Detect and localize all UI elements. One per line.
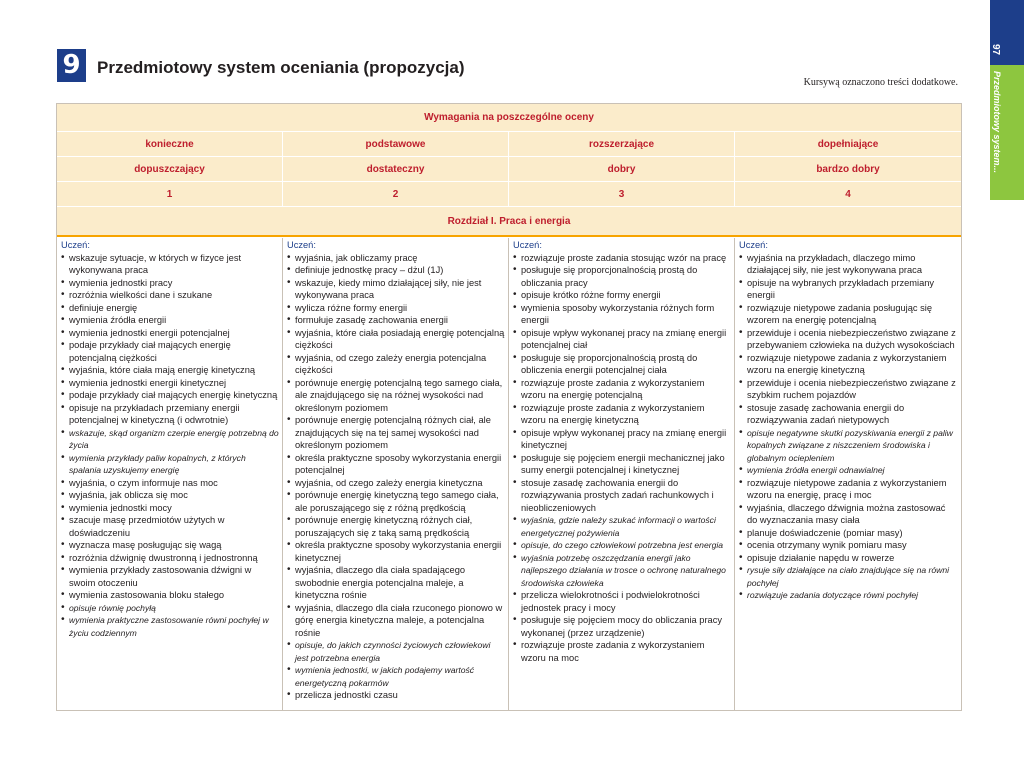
requirement-item: • wylicza różne formy energii	[287, 302, 505, 315]
requirement-item: • opisuje krótko różne formy energii	[513, 289, 731, 302]
requirement-item: • rozróżnia dźwignię dwustronną i jednostronną	[61, 552, 279, 565]
requirements-list	[739, 252, 958, 602]
requirement-item: • wymienia jednostki energii potencjalnej	[61, 327, 279, 340]
column-intro: Uczeń:	[513, 240, 542, 250]
requirement-item: • posługuje się proporcjonalnością prostą do obliczenia energii potencjalnej ciała	[513, 352, 731, 377]
requirements-list	[61, 252, 279, 640]
requirement-item: • porównuje energię kinetyczną tego samego ciała, ale poruszającego się z różną prędkością	[287, 489, 505, 514]
requirement-item: • rozróżnia wielkości dane i szukane	[61, 289, 279, 302]
page-title: Przedmiotowy system oceniania (propozycja)	[97, 58, 465, 77]
requirement-item: • wyjaśnia, jak oblicza się moc	[61, 489, 279, 502]
requirement-item: • przewiduje i ocenia niebezpieczeństwo związane z szybkim ruchem pojazdów	[739, 377, 958, 402]
requirements-list	[513, 252, 731, 665]
requirement-item: • wyjaśnia na przykładach, dlaczego mimo działającej siły, nie jest wykonywana praca	[739, 252, 958, 277]
requirement-item: • wymienia praktyczne zastosowanie równi pochyłej w życiu codziennym	[61, 614, 279, 639]
requirement-item: • opisuje wpływ wykonanej pracy na zmianę energii kinetycznej	[513, 427, 731, 452]
requirement-item: • opisuje na przykładach przemiany energii potencjalnej w kinetyczną (i odwrotnie)	[61, 402, 279, 427]
requirement-item: • wyjaśnia, które ciała mają energię kinetyczną	[61, 364, 279, 377]
requirement-item: • opisuje na wybranych przykładach przemiany energii	[739, 277, 958, 302]
requirement-item: • opisuje działanie napędu w rowerze	[739, 552, 958, 565]
requirement-item: • podaje przykłady ciał mających energię potencjalną ciężkości	[61, 339, 279, 364]
requirement-item: • wymienia jednostki energii kinetycznej	[61, 377, 279, 390]
number-cell: 3	[509, 182, 735, 206]
level-cell: podstawowe	[283, 132, 509, 156]
requirement-item: • opisuje, do jakich czynności życiowych człowiekowi jest potrzebna energia	[287, 639, 505, 664]
requirement-item: • stosuje zasadę zachowania energii do rozwiązywania zadań nietypowych	[739, 402, 958, 427]
grade-cell: dobry	[509, 157, 735, 181]
requirement-item: • wyznacza masę posługując się wagą	[61, 539, 279, 552]
requirement-item: • wymienia jednostki pracy	[61, 277, 279, 290]
number-cell: 2	[283, 182, 509, 206]
number-cell: 1	[57, 182, 283, 206]
requirement-item: • planuje doświadczenie (pomiar masy)	[739, 527, 958, 540]
requirement-item: • wymienia sposoby wykorzystania różnych form energii	[513, 302, 731, 327]
requirement-item: • formułuje zasadę zachowania energii	[287, 314, 505, 327]
requirements-table	[56, 103, 962, 711]
chapter-number: 9	[57, 49, 86, 82]
requirement-item: • rozwiązuje nietypowe zadania z wykorzystaniem wzoru na energię, pracę i moc	[739, 477, 958, 502]
requirement-item: • rozwiązuje proste zadania z wykorzystaniem wzoru na moc	[513, 639, 731, 664]
requirement-item: • wyjaśnia, od czego zależy energia potencjalna ciężkości	[287, 352, 505, 377]
requirement-item: • rozwiązuje nietypowe zadania z wykorzystaniem wzoru na energię kinetyczną	[739, 352, 958, 377]
side-tab-blue	[990, 0, 1024, 65]
requirement-item: • rozwiązuje proste zadania z wykorzystaniem wzoru na energię kinetyczną	[513, 402, 731, 427]
requirement-item: • przelicza wielokrotności i podwielokrotności jednostek pracy i mocy	[513, 589, 731, 614]
requirement-item: • określa praktyczne sposoby wykorzystania energii kinetycznej	[287, 539, 505, 564]
requirement-item: • definiuje energię	[61, 302, 279, 315]
requirements-list	[287, 252, 505, 702]
grade-cell: dostateczny	[283, 157, 509, 181]
requirement-item: • wyjaśnia, które ciała posiadają energię potencjalną ciężkości	[287, 327, 505, 352]
requirement-item: • przelicza jednostki czasu	[287, 689, 505, 702]
requirement-item: • wymienia zastosowania bloku stałego	[61, 589, 279, 602]
requirement-item: • rozwiązuje proste zadania stosując wzór na pracę	[513, 252, 731, 265]
requirement-item: • wyjaśnia, gdzie należy szukać informacji o wartości energetycznej pożywienia	[513, 514, 731, 539]
levels-row	[57, 132, 961, 157]
requirement-item: • posługuje się pojęciem energii mechanicznej jako sumy energii potencjalnej i kinetycznej	[513, 452, 731, 477]
side-tab-label: Przedmiotowy system...	[992, 71, 1002, 174]
requirement-item: • wyjaśnia, dlaczego dla ciała rzuconego pionowo w górę energia kinetyczna maleje, a potencjalna rośnie	[287, 602, 505, 640]
requirement-item: • definiuje jednostkę pracy – dżul (1J)	[287, 264, 505, 277]
requirement-item: • szacuje masę przedmiotów użytych w doświadczeniu	[61, 514, 279, 539]
requirement-item: • wymienia jednostki mocy	[61, 502, 279, 515]
requirement-item: • wyjaśnia, jak obliczamy pracę	[287, 252, 505, 265]
number-cell: 4	[845, 188, 851, 200]
requirement-item: • rozwiązuje zadania dotyczące równi pochyłej	[739, 589, 958, 602]
requirement-item: • podaje przykłady ciał mających energię kinetyczną	[61, 389, 279, 402]
requirement-item: • porównuje energię potencjalną różnych ciał, ale znajdujących się na tej samej wysokości nad określonym poziomem	[287, 414, 505, 452]
requirement-item: • określa praktyczne sposoby wykorzystania energii potencjalnej	[287, 452, 505, 477]
section-row	[57, 207, 961, 235]
numbers-row	[57, 182, 961, 207]
section-title: Rozdział I. Praca i energia	[447, 215, 571, 227]
column-intro: Uczeń:	[287, 240, 316, 250]
requirement-item: • wyjaśnia, dlaczego dla ciała spadającego swobodnie energia potencjalna maleje, a kinetyczna rośnie	[287, 564, 505, 602]
grade-cell: bardzo dobry	[816, 163, 880, 175]
level-cell: dopełniające	[817, 138, 879, 150]
column-intro: Uczeń:	[739, 240, 768, 250]
grade-cell: dopuszczający	[57, 157, 283, 181]
requirement-item: • wskazuje, kiedy mimo działającej siły, nie jest wykonywana praca	[287, 277, 505, 302]
requirement-item: • stosuje zasadę zachowania energii do rozwiązywania prostych zadań rachunkowych i nieobliczeniowych	[513, 477, 731, 515]
requirement-item: • posługuje się pojęciem mocy do obliczania pracy wykonanej (przez urządzenie)	[513, 614, 731, 639]
level-cell: rozszerzające	[509, 132, 735, 156]
requirement-item: • wskazuje, skąd organizm czerpie energię potrzebną do życia	[61, 427, 279, 452]
requirements-column	[509, 238, 735, 711]
requirement-item: • posługuje się proporcjonalnością prostą do obliczania pracy	[513, 264, 731, 289]
requirement-item: • wymienia źródła energii odnawialnej	[739, 464, 958, 477]
requirement-item: • wymienia źródła energii	[61, 314, 279, 327]
requirement-item: • rysuje siły działające na ciało znajdujące się na równi pochyłej	[739, 564, 958, 589]
requirement-item: • wyjaśnia, o czym informuje nas moc	[61, 477, 279, 490]
requirement-item: • rozwiązuje proste zadania z wykorzystaniem wzoru na energię potencjalną	[513, 377, 731, 402]
header-title: Wymagania na poszczególne oceny	[424, 112, 594, 123]
requirement-item: • opisuje równię pochyłą	[61, 602, 279, 615]
level-cell: konieczne	[57, 132, 283, 156]
requirements-column	[735, 238, 961, 711]
requirement-item: • opisuje wpływ wykonanej pracy na zmianę energii potencjalnej ciał	[513, 327, 731, 352]
requirement-item: • wyjaśnia potrzebę oszczędzania energii jako najlepszego działania w trosce o ochronę naturalnego środowiska człowieka	[513, 552, 731, 590]
requirement-item: • porównuje energię kinetyczną różnych ciał, poruszających się z taką samą prędkością	[287, 514, 505, 539]
page-number: 97	[990, 44, 1001, 56]
requirement-item: • wymienia przykłady zastosowania dźwigni w swoim otoczeniu	[61, 564, 279, 589]
requirement-item: • przewiduje i ocenia niebezpieczeństwo związane z przebywaniem człowieka na dużych wysokościach	[739, 327, 958, 352]
requirement-item: • wymienia przykłady paliw kopalnych, z których spalania uzyskujemy energię	[61, 452, 279, 477]
requirement-item: • ocenia otrzymany wynik pomiaru masy	[739, 539, 958, 552]
italic-note: Kursywą oznaczono treści dodatkowe.	[803, 77, 958, 88]
requirement-item: • wymienia jednostki, w jakich podajemy wartość energetyczną pokarmów	[287, 664, 505, 689]
requirement-item: • wyjaśnia, dlaczego dźwignia można zastosować do wyznaczania masy ciała	[739, 502, 958, 527]
requirement-item: • opisuje, do czego człowiekowi potrzebna jest energia	[513, 539, 731, 552]
requirements-column	[283, 238, 509, 711]
requirement-item: • opisuje negatywne skutki pozyskiwania energii z paliw kopalnych związane z niszczeniem środowiska i globalnym ociepleniem	[739, 427, 958, 465]
requirements-column	[57, 238, 283, 711]
requirement-item: • wyjaśnia, od czego zależy energia kinetyczna	[287, 477, 505, 490]
requirement-item: • rozwiązuje nietypowe zadania posługując się wzorem na energię potencjalną	[739, 302, 958, 327]
column-intro: Uczeń:	[61, 240, 90, 250]
requirement-item: • wskazuje sytuacje, w których w fizyce jest wykonywana praca	[61, 252, 279, 277]
header-title-row	[57, 104, 961, 132]
section-divider	[57, 235, 961, 237]
requirement-item: • porównuje energię potencjalną tego samego ciała, ale znajdującego się na różnej wysokości nad określonym poziomem	[287, 377, 505, 415]
grades-row	[57, 157, 961, 182]
